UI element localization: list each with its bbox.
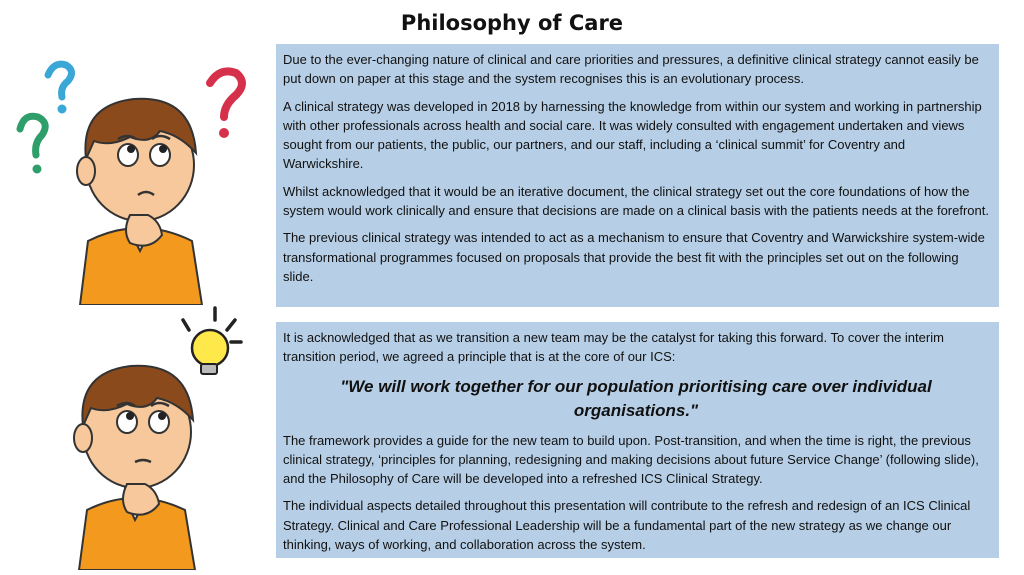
thinking-boy-with-lightbulb-icon [55,300,265,570]
question-mark-blue-icon [48,64,72,97]
confused-boy-with-question-marks-icon [10,55,260,305]
context-text-box [276,44,999,307]
paragraph-framework: The framework provides a guide for the new team to build upon. Post-transition, and when the time is right, the previous clinical strategy, ‘principles for planning, redesigning and making decisions about future Service Change’ (following slide), and the Philosophy of Care will be developed into a refreshed ICS Clinical Strategy. [283,432,979,487]
principle-quote: "We will work together for our population prioritising care over individual organisations." [340,376,932,420]
paragraph-individual-aspects: The individual aspects detailed throughout this presentation will contribute to the refresh and redesign of an ICS Clinical Strategy. Clinical and Care Professional Leadership will be a fundamental part of the new strategy as we change our thinking, ways of working, and collaboration across the system. [283,498,971,553]
question-mark-red-icon [210,71,242,117]
paragraph-previous-strategy: The previous clinical strategy was intended to act as a mechanism to ensure that Coventry and Warwickshire system-wide transformational programmes focused on proposals that provide the best fit with the principles set out on the following slide. [283,230,985,284]
page-title: Philosophy of Care [400,11,624,35]
paragraph-strategy-evolution: Due to the ever-changing nature of clinical and care priorities and pressures, a definitive clinical strategy cannot easily be put down on paper at this stage and the system recognises this is an evolutionary process. [283,52,979,87]
question-mark-green-icon [20,116,45,155]
paragraph-strategy-2018: A clinical strategy was developed in 2018 by harnessing the knowledge from within our system and working in partnership with other professionals across health and social care. It was widely consulted with engagement undertaken and views sought from our patients, the public, our partners, and our staff, including a ‘clinical summit’ for Coventry and Warwickshire. [283,98,982,172]
principle-text-box [276,322,999,558]
paragraph-core-foundations: Whilst acknowledged that it would be an iterative document, the clinical strategy set out the core foundations of how the system would work clinically and ensure that decisions are made on a clinical basis with the patients needs at the forefront. [283,183,989,219]
lightbulb-icon [192,330,228,374]
paragraph-transition-intro: It is acknowledged that as we transition a new team may be the catalyst for taking this forward. To cover the interim transition period, we agreed a principle that is at the core of our ICS: [283,330,944,365]
